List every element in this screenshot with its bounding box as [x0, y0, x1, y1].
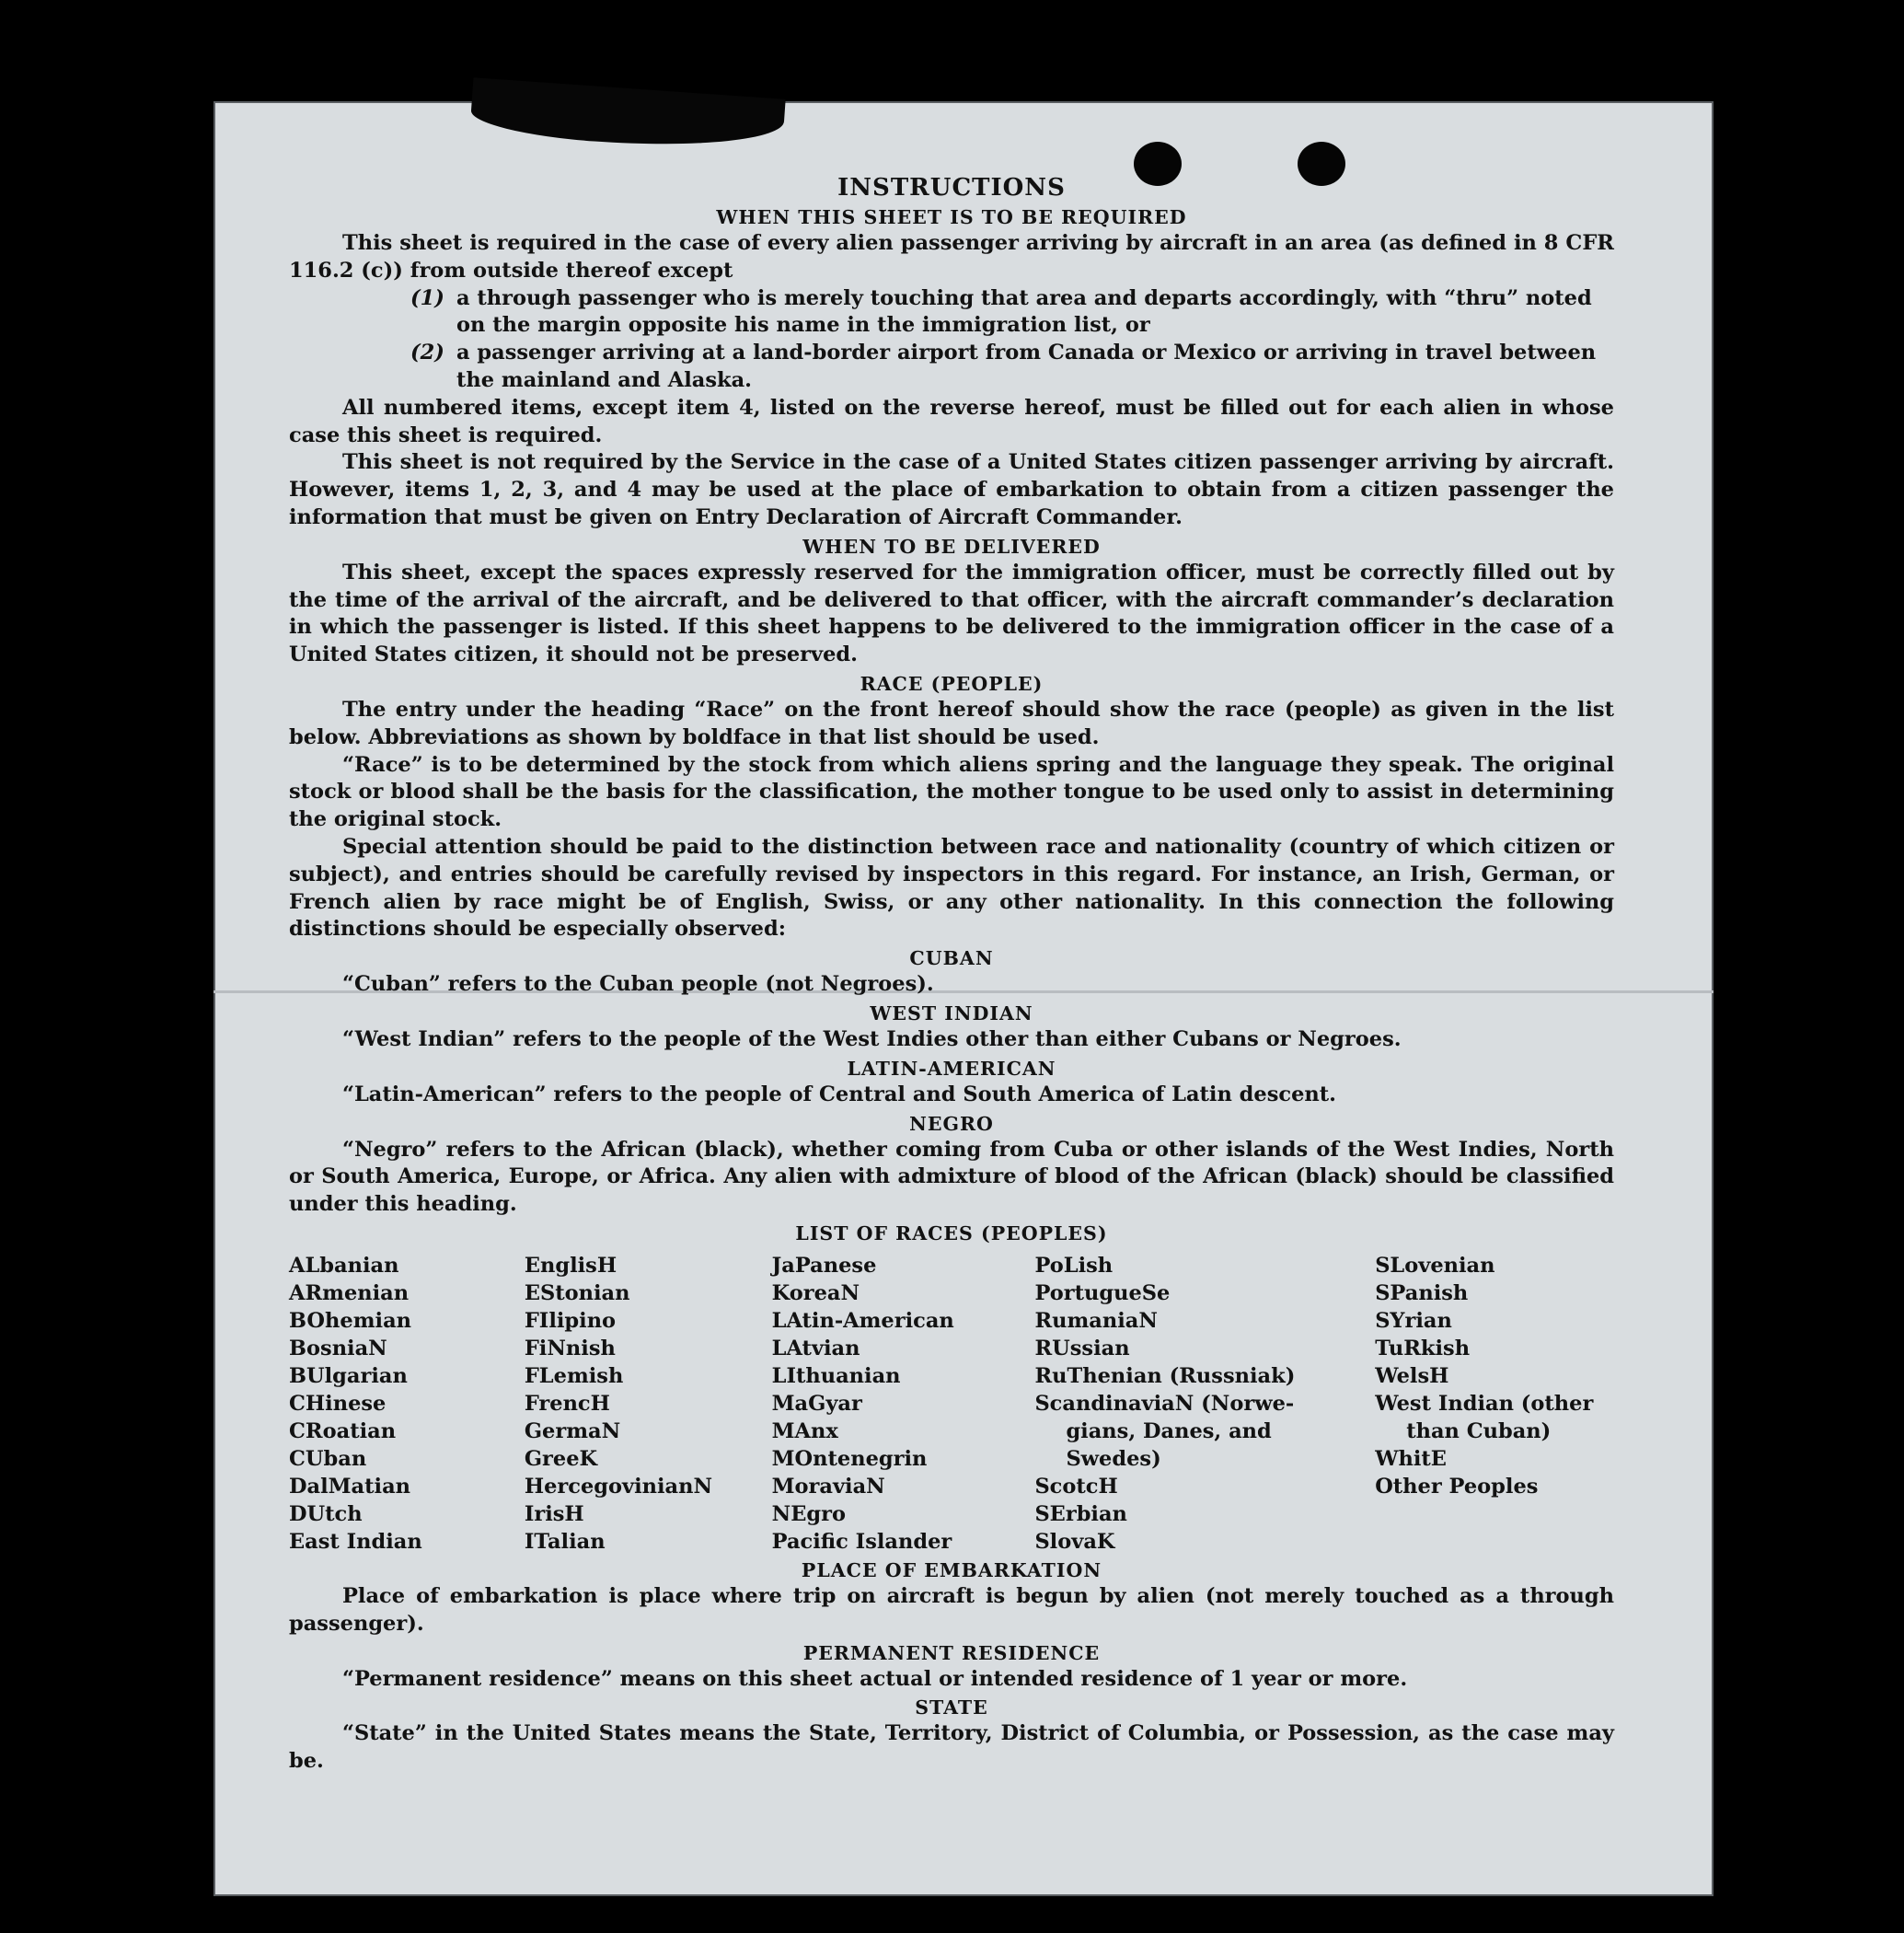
race-entry: ITalian [524, 1529, 606, 1554]
race-entry: LAtin-American [771, 1308, 954, 1333]
latin-american-text: “Latin-American” refers to the people of Central and South America of Latin descent. [342, 1082, 1336, 1106]
item-number: (1) [410, 285, 444, 310]
race-entry: than Cuban) [1406, 1418, 1552, 1443]
race-entry: Pacific Islander [771, 1529, 952, 1554]
race-entry: CHinese [289, 1391, 387, 1416]
item-text: a passenger arriving at a land-border airport from Canada or Mexico or arriving in travel between the mainland and Alaska. [456, 341, 1597, 392]
heading-cuban: CUBAN [909, 947, 994, 970]
race-entry: FrencH [524, 1391, 610, 1416]
race-entry: SYrian [1375, 1308, 1452, 1333]
document-sheet [213, 101, 1714, 1896]
race-entry: West Indian (other [1375, 1391, 1594, 1416]
heading-list-of-races: LIST OF RACES (PEOPLES) [795, 1221, 1108, 1244]
heading-west-indian: WEST INDIAN [870, 1001, 1033, 1024]
race-entry: FiNnish [524, 1336, 616, 1360]
exception-item-2 [410, 340, 1614, 395]
heading-race: RACE (PEOPLE) [860, 672, 1044, 695]
torn-edge [469, 77, 785, 155]
exception-item-1 [410, 285, 1614, 341]
instructions-content [289, 173, 1614, 1776]
heading-state: STATE [915, 1696, 988, 1719]
west-indian-text: “West Indian” refers to the people of the West Indies other than either Cubans or Negroes. [342, 1026, 1402, 1051]
race-entry: CRoatian [289, 1418, 397, 1443]
race-entry: MoraviaN [771, 1474, 885, 1499]
race-entry: Other Peoples [1375, 1474, 1539, 1499]
when-delivered-text: This sheet, except the spaces expressly reserved for the immigration officer, must be correctly filled out by the time of the arrival of the aircraft, and be delivered to that officer, with the aircraft commander’s declaration in which the passenger is listed. If this sheet happens to be delivered to the immigration officer in the case of a United States citizen, it should not be preserved. [289, 560, 1614, 667]
race-entry: Swedes) [1066, 1446, 1161, 1471]
races-column-2 [525, 1252, 772, 1556]
races-column-4 [1034, 1252, 1375, 1556]
race-entry: WhitE [1375, 1446, 1447, 1471]
heading-permanent-residence: PERMANENT RESIDENCE [802, 1641, 1101, 1664]
race-entry: SlovaK [1034, 1529, 1115, 1554]
race-entry: SPanish [1375, 1280, 1469, 1305]
item-number: (2) [410, 341, 444, 365]
race-entry: PoLish [1034, 1253, 1114, 1278]
race-entry: DUtch [289, 1501, 363, 1526]
race-entry: MAnx [771, 1418, 838, 1443]
residence-text: “Permanent residence” means on this sheet actual or intended residence of 1 year or more. [342, 1666, 1408, 1691]
races-column-1 [289, 1252, 525, 1556]
races-column-5 [1375, 1252, 1614, 1556]
races-list [289, 1252, 1614, 1556]
race-entry: JaPanese [771, 1253, 877, 1278]
race-entry: IrisH [524, 1501, 584, 1526]
race-paragraph-3: Special attention should be paid to the distinction between race and nationality (country of which citizen or subject), and entries should be carefully revised by inspectors in this regard. For instance, an Irish, German, or French alien by race might be of English, Swiss, or any other nationality. In this connection the following distinctions should be especially observed: [289, 834, 1614, 942]
race-entry: gians, Danes, and [1066, 1418, 1272, 1443]
race-entry: BOhemian [289, 1308, 412, 1333]
item-text: a through passenger who is merely touching that area and departs accordingly, with “thru” noted on the margin opposite his name in the immigration list, or [456, 285, 1592, 338]
race-entry: EStonian [524, 1280, 630, 1305]
race-entry: GreeK [524, 1446, 598, 1471]
when-required-intro: This sheet is required in the case of every alien passenger arriving by aircraft in an area (as defined in 8 CFR 116.2 (c)) from outside thereof except [289, 231, 1614, 283]
race-entry: FLemish [524, 1363, 624, 1388]
state-text: “State” in the United States means the State, Territory, District of Columbia, or Possession, as the case may be. [289, 1721, 1614, 1774]
race-entry: BosniaN [289, 1336, 387, 1360]
instructions-title: INSTRUCTIONS [837, 174, 1066, 202]
race-entry: East Indian [289, 1529, 422, 1554]
embarkation-text: Place of embarkation is place where trip on aircraft is begun by alien (not merely touched as a through passenger). [289, 1583, 1614, 1636]
race-entry: FIlipino [524, 1308, 617, 1333]
race-entry: HercegovinianN [524, 1474, 713, 1499]
race-entry: SErbian [1034, 1501, 1127, 1526]
race-entry: MaGyar [771, 1391, 862, 1416]
race-entry: WelsH [1375, 1363, 1449, 1388]
race-entry: GermaN [524, 1418, 621, 1443]
heading-negro: NEGRO [909, 1112, 994, 1135]
race-entry: ALbanian [289, 1253, 399, 1278]
cuban-text: “Cuban” refers to the Cuban people (not Negroes). [342, 972, 934, 997]
race-entry: RumaniaN [1034, 1308, 1158, 1333]
races-column-3 [772, 1252, 1035, 1556]
race-entry: EnglisH [524, 1253, 617, 1278]
race-paragraph-1: The entry under the heading “Race” on the front hereof should show the race (people) as given in the list below. Abbreviations as shown by boldface in that list should be used. [289, 697, 1614, 749]
race-entry: MOntenegrin [771, 1446, 928, 1471]
race-entry: CUban [289, 1446, 367, 1471]
race-entry: TuRkish [1375, 1336, 1471, 1360]
heading-latin-american: LATIN-AMERICAN [847, 1057, 1056, 1080]
race-entry: RuThenian (Russniak) [1034, 1363, 1296, 1388]
race-entry: BUlgarian [289, 1363, 408, 1388]
race-entry: SLovenian [1375, 1253, 1495, 1278]
race-entry: LIthuanian [771, 1363, 901, 1388]
heading-when-required: WHEN THIS SHEET IS TO BE REQUIRED [716, 206, 1187, 228]
negro-text: “Negro” refers to the African (black), whether coming from Cuba or other islands of the West Indies, North or South America, Europe, or Africa. Any alien with admixture of blood of the African (black) should be classified under this heading. [289, 1137, 1614, 1217]
race-entry: LAtvian [771, 1336, 860, 1360]
heading-when-delivered: WHEN TO BE DELIVERED [802, 535, 1101, 558]
race-paragraph-2: “Race” is to be determined by the stock from which aliens spring and the language they speak. The original stock or blood shall be the basis for the classification, the mother tongue to be used only to assist in determining the original stock. [289, 752, 1614, 832]
race-entry: KoreaN [771, 1280, 860, 1305]
race-entry: NEgro [771, 1501, 846, 1526]
race-entry: RUssian [1034, 1336, 1130, 1360]
race-entry: DalMatian [289, 1474, 411, 1499]
race-entry: ARmenian [289, 1280, 410, 1305]
race-entry: PortugueSe [1034, 1280, 1171, 1305]
race-entry: ScandinaviaN (Norwe- [1034, 1391, 1295, 1416]
race-entry: ScotcH [1034, 1474, 1118, 1499]
when-required-paragraph-2: All numbered items, except item 4, listed on the reverse hereof, must be filled out for each alien in whose case this sheet is required. [289, 395, 1614, 447]
when-required-paragraph-3: This sheet is not required by the Service in the case of a United States citizen passenger arriving by aircraft. However, items 1, 2, 3, and 4 may be used at the place of embarkation to obtain from a citizen passenger the information that must be given on Entry Declaration of Aircraft Commander. [289, 450, 1614, 529]
heading-place-of-embarkation: PLACE OF EMBARKATION [801, 1558, 1102, 1581]
